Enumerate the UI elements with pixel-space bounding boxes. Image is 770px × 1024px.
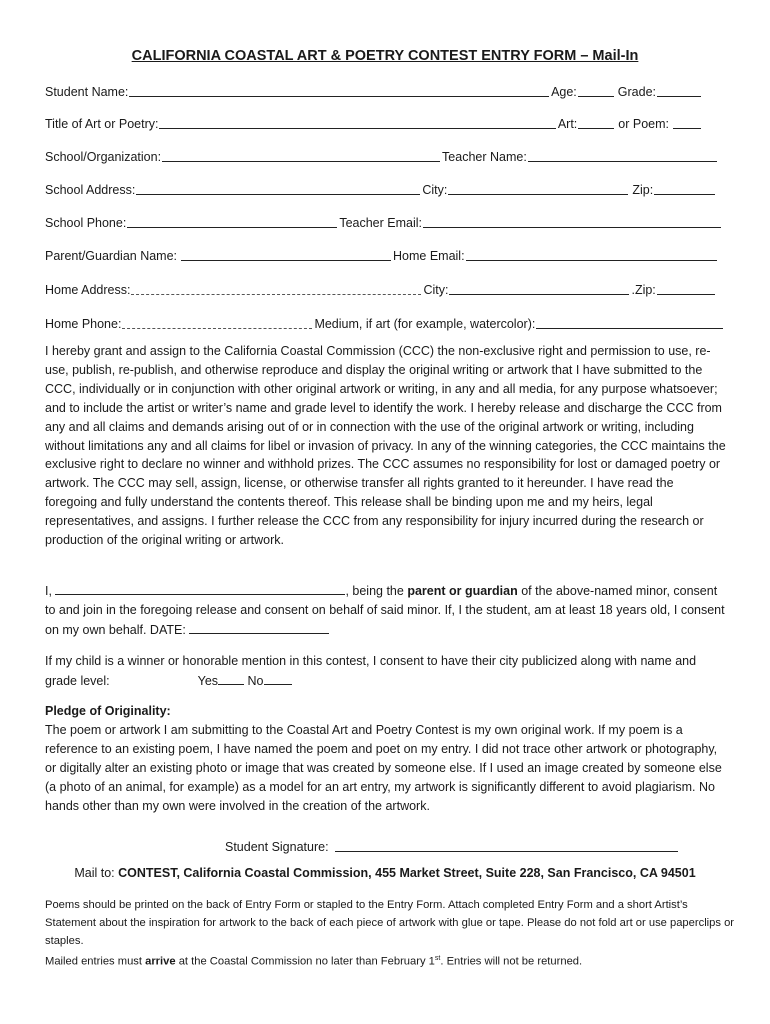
- home-email-label: Home Email:: [393, 249, 465, 263]
- school-phone-row: [45, 210, 725, 230]
- mail-address: CONTEST, California Coastal Commission, 455 Market Street, Suite 228, San Francisco, CA 94501: [118, 866, 696, 880]
- pledge-heading: Pledge of Originality:: [45, 704, 171, 718]
- consent-rest: of the above-named minor, consent to and join in the foregoing release and consent on behalf of said minor. If, I the student, am at least 18 years old, I consent on my own behalf. DATE:: [45, 584, 725, 637]
- home-address-label: Home Address:: [45, 283, 131, 297]
- school-org-label: School/Organization:: [45, 150, 162, 164]
- school-address-row: [45, 177, 725, 197]
- mail-to-line: [0, 866, 770, 880]
- date-suffix: st: [434, 955, 441, 963]
- parent-name-field[interactable]: [181, 246, 391, 261]
- yes-label: Yes: [197, 673, 219, 688]
- signature-label: Student Signature:: [225, 840, 329, 854]
- school-zip-label: Zip:: [632, 183, 654, 197]
- school-city-label: City:: [422, 183, 448, 197]
- parent-row: [45, 243, 725, 263]
- title-of-work-label: Title of Art or Poetry:: [45, 117, 159, 131]
- art-label: Art:: [557, 117, 578, 131]
- publicity-text: [45, 652, 727, 691]
- teacher-email-label: Teacher Email:: [339, 216, 422, 230]
- consent-text: [45, 581, 727, 640]
- consent-section: [45, 581, 727, 640]
- grade-field[interactable]: [657, 82, 701, 97]
- teacher-email-field[interactable]: [423, 213, 721, 228]
- publicity-section: [45, 652, 727, 691]
- home-address-field[interactable]: [131, 280, 421, 295]
- title-row: [45, 111, 725, 131]
- home-zip-field[interactable]: [657, 280, 715, 295]
- guardian-name-field[interactable]: [55, 581, 345, 595]
- parent-name-label: Parent/Guardian Name:: [45, 249, 178, 263]
- school-address-label: School Address:: [45, 183, 136, 197]
- instructions-section: [45, 897, 735, 972]
- school-org-field[interactable]: [162, 147, 440, 162]
- home-zip-label: .Zip:: [631, 283, 656, 297]
- yes-field[interactable]: [218, 671, 244, 685]
- mail-prefix: Mail to:: [74, 866, 115, 880]
- student-name-field[interactable]: [129, 82, 549, 97]
- consent-prefix: I,: [45, 584, 52, 598]
- home-phone-label: Home Phone:: [45, 317, 122, 331]
- arrive-bold: arrive: [145, 956, 176, 969]
- school-phone-label: School Phone:: [45, 216, 127, 230]
- school-row: [45, 144, 725, 164]
- home-city-label: City:: [423, 283, 449, 297]
- school-zip-field[interactable]: [654, 180, 715, 195]
- age-field[interactable]: [578, 82, 614, 97]
- mailed-prefix: Mailed entries must: [45, 956, 142, 969]
- grade-label: Grade:: [617, 85, 656, 99]
- teacher-name-field[interactable]: [528, 147, 717, 162]
- medium-label: Medium, if art (for example, watercolor):: [314, 317, 536, 331]
- form-title: CALIFORNIA COASTAL ART & POETRY CONTEST ENTRY FORM – Mail-In: [131, 48, 639, 64]
- school-phone-field[interactable]: [127, 213, 337, 228]
- home-phone-field[interactable]: [122, 314, 312, 329]
- medium-field[interactable]: [536, 314, 723, 329]
- date-field[interactable]: [189, 620, 329, 634]
- home-email-field[interactable]: [466, 246, 717, 261]
- instructions-line2: [45, 950, 735, 972]
- release-text: I hereby grant and assign to the California Coastal Commission (CCC) the non-exclusive right and permission to use, re-use, publish, re-publish, and otherwise reproduce and display the original writing or artwork that I have submitted to the CCC, individually or in conjunction with other original artwork or writing, in any and all media, for any purpose whatsoever; and to include the artist or writer’s name and grade level to identify the work. I hereby release and discharge the CCC from any and all claims and demands arising out of or in connection with the use of the original artwork or writing, including without limitations any and all claims for libel or invasion of privacy. In any of the winning categories, the CCC maintains the exclusive right to declare no winner and withhold prizes. The CCC assumes no responsibility for lost or damaged poetry or artwork. The CCC may sell, assign, license, or otherwise transfer all rights granted to it hereunder. I have read the foregoing and fully understand the contents thereof. This release shall be binding upon me and my heirs, legal representatives, and assigns. I further release the CCC from any responsibility for injury incurred during the research or production of the original writing or artwork.: [45, 344, 726, 548]
- student-row: [45, 79, 725, 99]
- teacher-name-label: Teacher Name:: [442, 150, 527, 164]
- release-section: [45, 342, 727, 550]
- pledge-section: [45, 702, 727, 815]
- pledge-text: The poem or artwork I am submitting to the Coastal Art and Poetry Contest is my own original work. If my poem is a reference to an existing poem, I have named the poem and poet on my entry. I did not trace other artwork or photography, or digitally alter an existing photo or image that was created by someone else. If I used an image created by someone else (a photo of an animal, for example) as a model for an art entry, my artwork is significantly different to avoid plagiarism. No hands other than my own were involved in the creation of the artwork.: [45, 722, 722, 813]
- signature-row: [225, 834, 680, 854]
- mailed-end: . Entries will not be returned.: [440, 956, 583, 969]
- no-label: No: [247, 673, 264, 688]
- age-label: Age:: [551, 85, 577, 99]
- school-city-field[interactable]: [448, 180, 628, 195]
- consent-being: , being the: [345, 584, 404, 598]
- instructions-line1: Poems should be printed on the back of Entry Form or stapled to the Entry Form. Attach completed Entry Form and a short Artist’s Statement about the inspiration for artwork to the back of each piece of artwork with glue or tape. Please do not fold art or use paperclips or staples.: [45, 899, 735, 947]
- poem-checkbox-field[interactable]: [673, 114, 701, 129]
- art-checkbox-field[interactable]: [578, 114, 614, 129]
- publicity-body: If my child is a winner or honorable mention in this contest, I consent to have their city publicized along with name and grade level:: [45, 654, 697, 688]
- home-phone-row: [45, 311, 725, 331]
- title-of-work-field[interactable]: [159, 114, 555, 129]
- student-name-label: Student Name:: [45, 85, 129, 99]
- no-field[interactable]: [264, 671, 292, 685]
- consent-parent-bold: parent or guardian: [407, 584, 518, 598]
- school-address-field[interactable]: [136, 180, 420, 195]
- home-address-row: [45, 277, 725, 297]
- poem-label: or Poem:: [618, 117, 669, 131]
- mailed-mid: at the Coastal Commission no later than February 1: [178, 956, 435, 969]
- signature-field[interactable]: [335, 837, 678, 852]
- home-city-field[interactable]: [449, 280, 629, 295]
